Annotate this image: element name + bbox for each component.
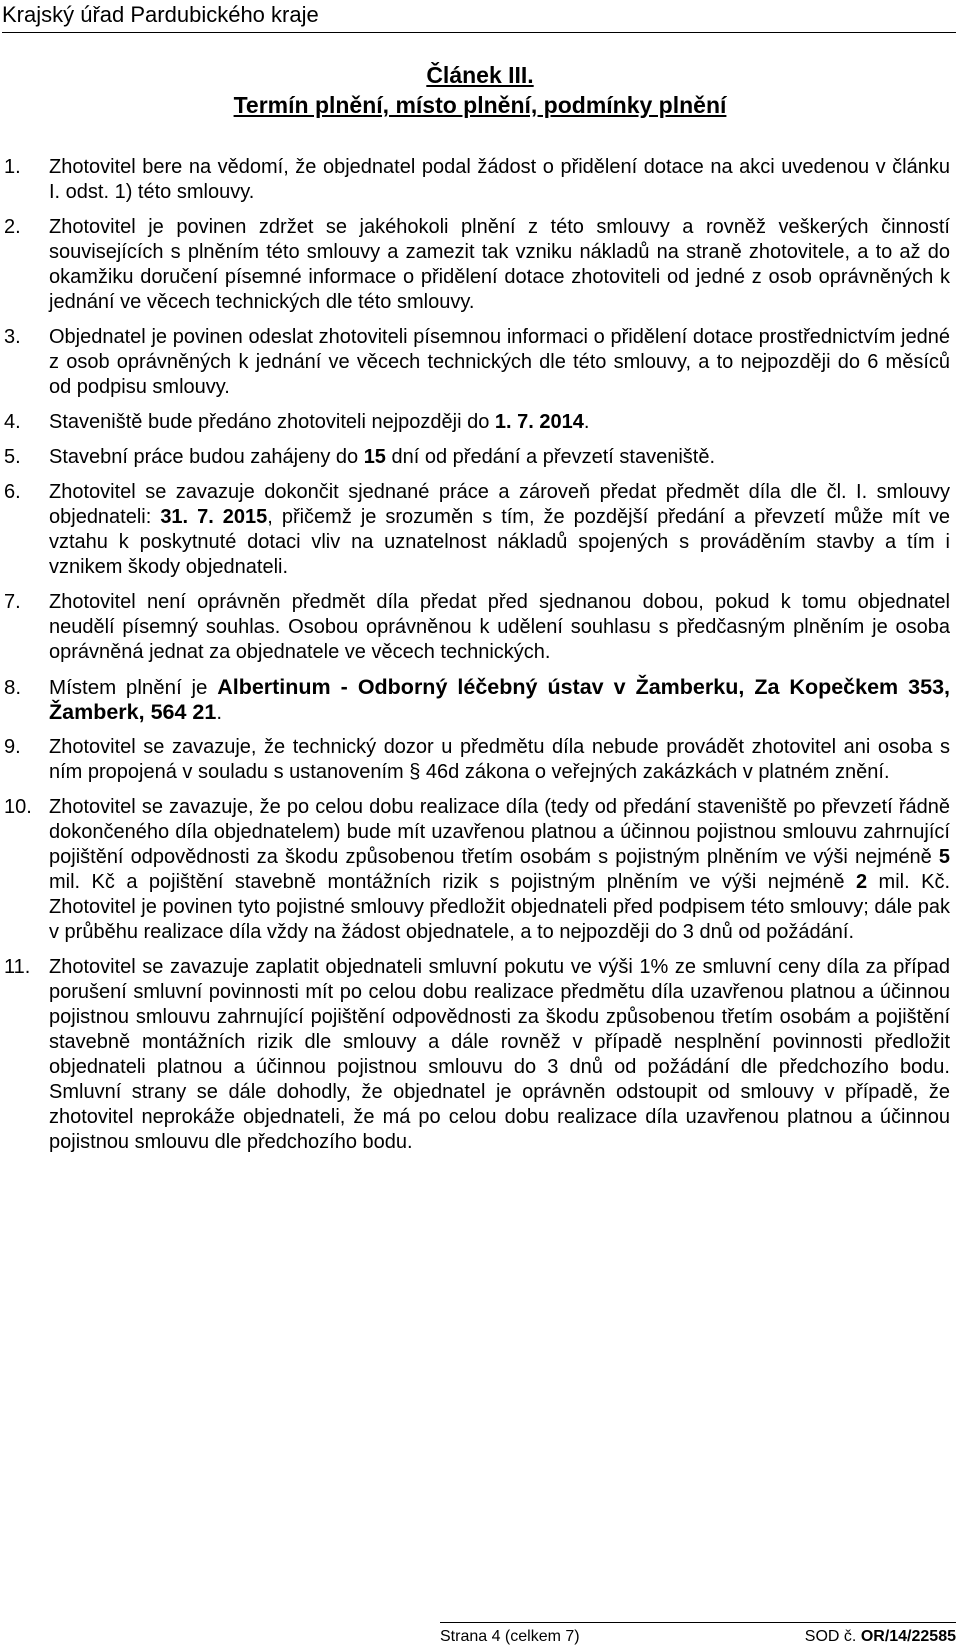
clause-number: 2. (4, 216, 21, 238)
contract-prefix: SOD č. (804, 1628, 861, 1645)
clause-text: Místem plnění je (49, 676, 218, 699)
clause-text: Objednatel je povinen odeslat zhotoviteli písemnou informaci o přidělení dotace prostřednictvím jedné z osob oprávněných k jednání ve věcech technických dle této smlouvy, a to nejpozději do 6 měsíců od podpisu smlouvy. (49, 326, 950, 398)
liability-amount: 5 (938, 846, 950, 868)
section-sign: § (409, 761, 421, 783)
clause-number: 9. (4, 736, 21, 758)
clause-text: Zhotovitel není oprávněn předmět díla předat před sjednanou dobou, pokud k tomu objednatel neudělí písemný souhlas. Osobou oprávněnou k udělení souhlasu s předčasným plněním je osoba oprávněná jednat za objednatele ve věcech technických. (49, 591, 950, 663)
clause-text: Zhotovitel bere na vědomí, že objednatel podal žádost o přidělení dotace na akci uvedenou v článku I. odst. 1) této smlouvy. (49, 156, 950, 203)
clause-9 (0, 735, 960, 785)
article-body (0, 155, 960, 1155)
clause-2 (0, 215, 960, 315)
clause-number: 5. (4, 446, 21, 468)
clause-number: 7. (4, 591, 21, 613)
clause-text-end: . (583, 411, 590, 433)
clause-text-end: . (216, 701, 223, 724)
clause-text: Zhotovitel se zavazuje zaplatit objednateli smluvní pokutu ve výši 1% ze smluvní ceny díla za případ porušení smluvní povinnosti mít po celou dobu realizace předmětu díla uzavřenou platnou a účinnou pojistnou smlouvu zahrnující pojištění odpovědnosti za škodu způsobenou třetím osobám a pojištění stavebně montážních rizik dle smlouvy a dále rovněž v případě nesplnění povinnosti předložit objednateli platnou a účinnou pojistnou smlouvu do 3 dnů od požádání dle předchozího bodu. Smluvní strany se dále dohodly, že objednatel je oprávněn odstoupit od smlouvy v případě, že zhotovitel neprokáže objednateli, že má po celou dobu realizace díla uzavřenou platnou a účinnou pojistnou smlouvu dle předchozího bodu. (49, 956, 950, 1153)
clause-text: Staveniště bude předáno zhotoviteli nejpozději do (49, 411, 495, 433)
clause-text-end: 46d zákona o veřejných zakázkách v platném znění. (420, 761, 890, 783)
clause-number: 4. (4, 411, 21, 433)
place-of-performance: Albertinum - Odborný léčebný ústav v Žamberku, Za Kopečkem 353, Žamberk, 564 21 (49, 675, 950, 724)
clause-6 (0, 480, 960, 580)
article-title (0, 60, 960, 120)
completion-date: 31. 7. 2015 (160, 506, 268, 528)
clause-11 (0, 955, 960, 1155)
clause-text-mid: mil. Kč a pojištění stavebně montážních rizik s pojistným plněním ve výši nejméně (49, 871, 856, 893)
clause-1 (0, 155, 960, 205)
clause-text: Zhotovitel se zavazuje dokončit sjednané práce a zároveň předat předmět díla dle čl. I. smlouvy objednateli: (49, 481, 950, 528)
clause-4 (0, 410, 960, 435)
page-footer (440, 1622, 956, 1645)
page-number: Strana 4 (celkem 7) (440, 1628, 580, 1645)
clause-number: 3. (4, 326, 21, 348)
article-heading: Termín plnění, místo plnění, podmínky plnění (233, 92, 727, 118)
contract-number: OR/14/22585 (860, 1628, 956, 1645)
clause-8 (0, 675, 960, 725)
clause-text-end: , přičemž je srozuměn s tím, že pozdější předání a převzetí může mít ve vztahu k poskytnuté dotaci vliv na uznatelnost nákladů spojených s prováděním stavby a tím i vznikem škody objednateli. (49, 506, 950, 578)
clause-number: 1. (4, 156, 21, 178)
clause-text-end: dní od předání a převzetí staveniště. (385, 446, 716, 468)
construction-risk-amount: 2 (855, 871, 868, 893)
header-organization: Krajský úřad Pardubického kraje (2, 2, 319, 27)
clause-5 (0, 445, 960, 470)
handover-date: 1. 7. 2014 (494, 411, 584, 433)
article-number: Článek III. (426, 62, 534, 88)
clause-3 (0, 325, 960, 400)
contract-reference (805, 1627, 956, 1647)
clause-text: Zhotovitel se zavazuje, že po celou dobu realizace díla (tedy od předání staveniště po převzetí řádně dokončeného díla objednatelem) bude mít uzavřenou platnou a účinnou pojistnou smlouvu zahrnující pojištění odpovědnosti za škodu způsobenou třetím osobám s pojistným plněním ve výši nejméně (49, 796, 950, 868)
clause-text: Zhotovitel se zavazuje, že technický dozor u předmětu díla nebude provádět zhotovitel ani osoba s ním propojená v souladu s ustanovením (49, 736, 950, 783)
clause-10 (0, 795, 960, 945)
clause-number: 10. (4, 796, 32, 818)
page-header (2, 2, 956, 33)
clause-7 (0, 590, 960, 665)
clause-number: 11. (4, 956, 31, 978)
clause-text: Zhotovitel je povinen zdržet se jakéhokoli plnění z této smlouvy a rovněž veškerých činností souvisejících s plněním této smlouvy a zamezit tak vzniku nákladů na straně zhotovitele, a to až do okamžiku doručení písemné informace o přidělení dotace zhotoviteli od jedné z osob oprávněných k jednání ve věcech technických dle této smlouvy. (49, 216, 950, 313)
clause-number: 8. (4, 676, 22, 699)
clause-text: Stavební práce budou zahájeny do (49, 446, 364, 468)
clause-number: 6. (4, 481, 21, 503)
clause-text-end: mil. Kč. Zhotovitel je povinen tyto pojistné smlouvy předložit objednateli před podpisem této smlouvy; dále pak v průběhu realizace díla vždy na žádost objednatele, a to nejpozději do 3 dnů od požádání. (49, 871, 950, 943)
start-days: 15 (363, 446, 386, 468)
